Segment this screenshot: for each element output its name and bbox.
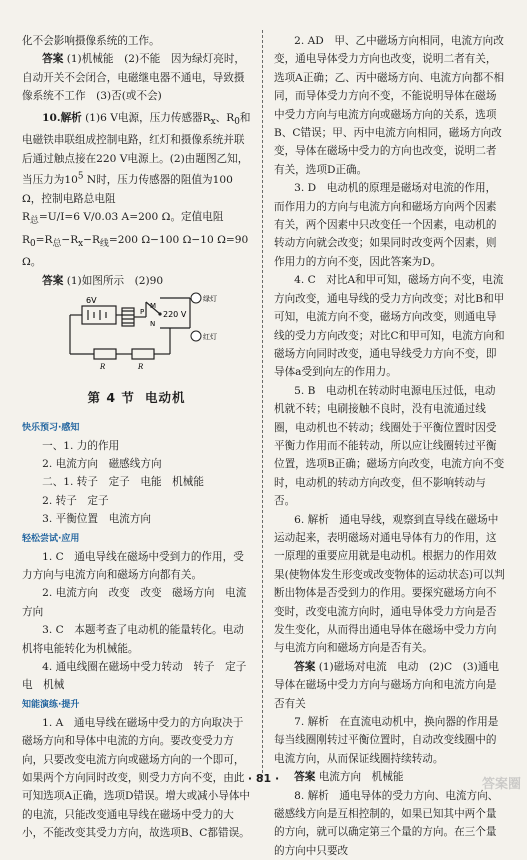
preview-5: 3. 平衡位置 电流方向 xyxy=(42,513,151,526)
practice-2: 2. AD 甲、乙中磁场方向相同，电流方向改变，通电导体受力方向也改变，说明二者有关，选项A正确；乙、丙中磁场方向、电流方向都不相同，而导体受力方向不变，不能说明导体在磁场中受力方向与电流方向或磁场方向的关系，选项B、C错误；甲、丙中电流方向相同，磁场方向改变，导体在磁场中受力的方向也改变，说明二者有关，选项D正确。 xyxy=(274,35,505,176)
contact-p: P xyxy=(140,308,145,317)
tag-try: 轻松尝试·应用 xyxy=(22,533,80,544)
green-lamp xyxy=(191,293,201,303)
answer-6 xyxy=(274,658,506,713)
practice-5: 5. B 电动机在转动时电源电压过低，电动机就不转；电刷接触不良时，没有电流通过线圈，电动机也不转动；线圈处于平衡位置时因受平衡力作用而不能转动，所以应让线圈转过平衡位置，选项B正确；磁场方向改变，电流方向不变时，电动机的转动方向改变，但不影响转动与否。 xyxy=(274,384,505,508)
circuit-svg xyxy=(60,292,230,372)
preview-1: 一、1. 力的作用 xyxy=(42,439,120,452)
try-3: 3. C 本题考查了电动机的能量转化。电动机将电能转化为机械能。 xyxy=(22,624,244,655)
practice-8: 8. 解析 通电导体的受力方向、电流方向、磁感线方向是互相控制的，如果已知其中两个量的方向，就可以确定第三个量的方向。在三个量的方向中只要改 xyxy=(274,789,499,857)
green-lamp-label: 绿灯 xyxy=(203,295,217,304)
try-1: 1. C 通电导线在磁场中受到力的作用，受力方向与电流方向和磁场方向都有关。 xyxy=(22,550,244,581)
voltage-label: 220 V xyxy=(163,310,187,320)
paragraph-prev-answer: 化不会影响摄像系统的工作。 xyxy=(22,35,160,47)
tag-practice: 知能演练·提升 xyxy=(22,699,80,710)
answer-label: 答案 xyxy=(42,53,64,66)
answer-9-text: (1)机械能 (2)不能 因为绿灯亮时，自动开关不会闭合，电磁继电器不通电，导致摄像系统不工作 (3)否(或不会) xyxy=(22,53,246,103)
right-column xyxy=(274,32,506,860)
section-number: 第 4 节 xyxy=(87,390,135,406)
answer-10 xyxy=(22,272,251,290)
section-name: 电动机 xyxy=(144,390,186,406)
section-title xyxy=(22,389,251,407)
answer-7-text: 电流方向 机械能 xyxy=(318,771,404,784)
try-4: 4. 通电线圈在磁场中受力转动 转子 定子 电 机械 xyxy=(22,661,257,692)
watermark-logo: 答案圈 xyxy=(481,777,521,792)
answer-6-text: (1)磁场对电流 电动 (2)C (3)通电导体在磁场中受力方向与磁场方向和电流方向是否有关 xyxy=(274,660,499,710)
battery-label: 6V xyxy=(86,296,97,306)
resistor-rx xyxy=(94,349,116,359)
red-lamp xyxy=(191,331,201,341)
practice-6: 6. 解析 通电导线，观察到直导线在磁场中运动起来，表明磁场对通电导体有力的作用，这一原理的重要应用就是电动机。根据力的作用效果(使物体发生形变或改变物体的运动状态)可以判断出物体是否受到力的作用。要探究磁场方向不变时，改变电流方向时，通电导体受力方向是否发生变化，从而得出通电导体在磁场中受力方向与电流方向和磁场方向是否有关。 xyxy=(274,513,505,655)
answer-label: 答案 xyxy=(294,660,316,673)
analysis-10-formula: $R_总=U/I=6$ V/0.03 A=200 Ω。定值电阻$R_0=R_总-R_x-R_线=200$ Ω−100 Ω−10 Ω=90 Ω。 xyxy=(22,211,249,269)
circuit-diagram xyxy=(60,292,230,372)
resistor-r0 xyxy=(132,349,154,359)
r0-label: R xyxy=(138,363,144,372)
red-lamp-label: 红灯 xyxy=(203,333,217,342)
rx-label: R xyxy=(100,363,106,372)
analysis-10 xyxy=(22,109,251,209)
column-divider xyxy=(262,30,263,778)
contact-m: M xyxy=(150,302,157,311)
question-number: 10. xyxy=(42,111,61,124)
practice-3: 3. D 电动机的原理是磁场对电流的作用，而作用力的方向与电流方向和磁场方向两个因素有关，两个因素中只改变任一个因素，电动机的转动方向就会改变；如果同时改变两个因素，则作用力的方向不变，因此答案为D。 xyxy=(274,182,497,268)
practice-1: 1. A 通电导线在磁场中受力的方向取决于磁场方向和导体中电流的方向。要改变受力方向，只要改变电流方向或磁场方向的一个即可，如果两个方向同时改变，则受力方向不变，由此可知选项A正确，选项D错误。增大或减小导体中的电流，只能改变通电导线在磁场中受力的大小，不能改变其受力方向，故选项B、C都错误。 xyxy=(22,716,251,840)
page-number: · 81 · xyxy=(247,772,280,785)
answer-9 xyxy=(22,50,251,105)
try-2: 2. 电流方向 改变 改变 磁场方向 电流方向 xyxy=(22,587,247,618)
analysis-label: 解析 xyxy=(60,111,82,124)
answer-label: 答案 xyxy=(294,771,316,784)
left-column xyxy=(22,32,257,843)
answer-label: 答案 xyxy=(42,274,64,287)
practice-7: 7. 解析 在直流电动机中，换向器的作用是每当线圈刚转过平衡位置时，自动改变线圈中的电流方向，从而保证线圈持续转动。 xyxy=(274,716,499,765)
tag-preview: 快乐预习·感知 xyxy=(22,422,80,433)
battery-box xyxy=(82,306,116,324)
preview-3: 二、1. 转子 定子 电能 机械能 xyxy=(42,476,204,489)
preview-4: 2. 转子 定子 xyxy=(42,494,109,507)
contact-n: N xyxy=(150,320,156,329)
practice-4: 4. C 对比A和甲可知，磁场方向不变，电流方向改变，通电导线的受力方向改变；对比B和甲可知，电流方向不变，磁场方向改变，则通电导线的受力方向改变；对比C和甲可知，电流方向和磁场方向同时改变，通电导线受力方向不变，即导体a受到向左的作用力。 xyxy=(274,274,505,379)
preview-2: 2. 电流方向 磁感线方向 xyxy=(42,457,162,470)
answer-10-text: (1)如图所示 (2)90 xyxy=(66,274,164,287)
analysis-10-text: (1)6 V电源，压力传感器$R_x$、$R_0$和电磁铁串联组成控制电路，红灯和摄像系统并联后通过触点接在220 V电源上。(2)由题图乙知，当压力为$10^5$ N时，压力传感器的阻值为100 Ω，控制电路总电阻 xyxy=(22,111,251,205)
